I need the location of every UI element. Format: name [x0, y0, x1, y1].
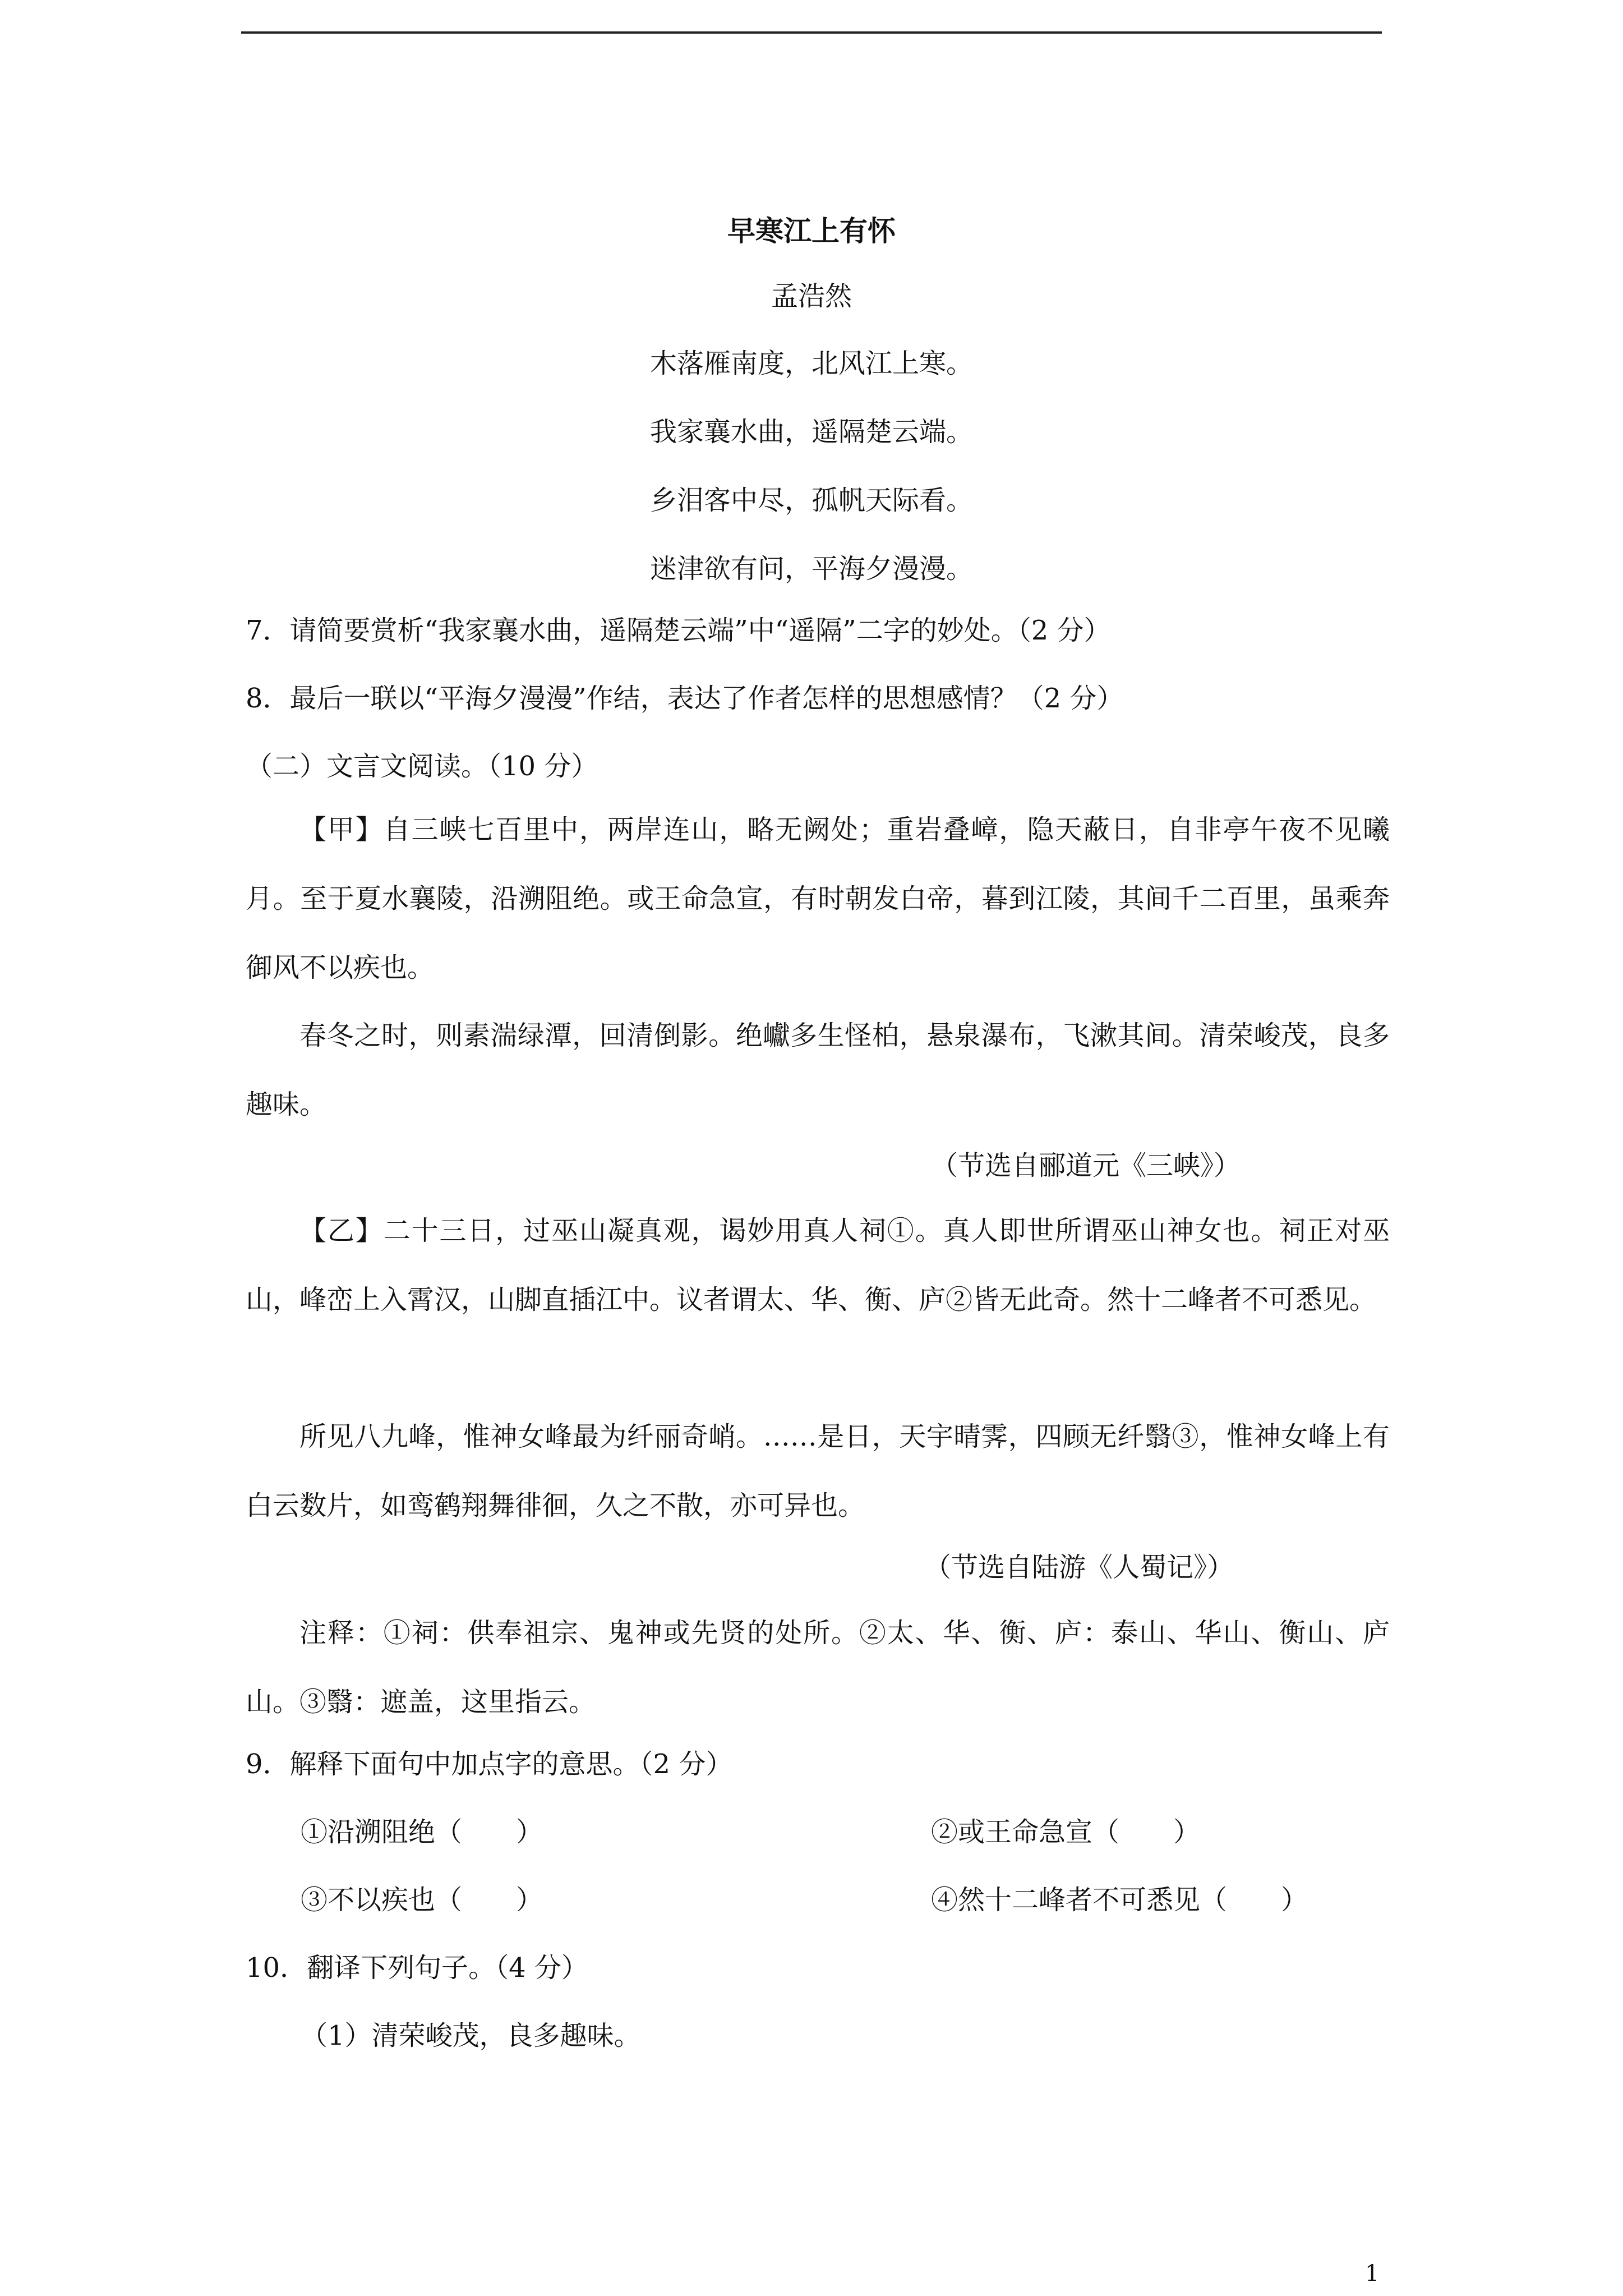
question-10: 10．翻译下列句子。（4 分）	[246, 1952, 588, 1984]
poem-line-2: 我家襄水曲，遥隔楚云端。	[649, 416, 973, 448]
poem-line-4: 迷津欲有问，平海夕漫漫。	[649, 553, 973, 585]
poem-line-1: 木落雁南度，北风江上寒。	[649, 348, 973, 379]
poem-title: 早寒江上有怀	[727, 214, 896, 247]
question-7: 7．请简要赏析“我家襄水曲，遥隔楚云端”中“遥隔”二字的妙处。（2 分）	[246, 615, 1111, 646]
q9-item-1: ①沿溯阻绝（ ）	[301, 1816, 543, 1848]
question-9: 9．解释下面句中加点字的意思。（2 分）	[246, 1749, 733, 1780]
passage-yi-source: （节选自陆游《人蜀记》）	[924, 1552, 1234, 1583]
question-8: 8．最后一联以“平海夕漫漫”作结，表达了作者怎样的思想感情？（2 分）	[246, 683, 1124, 714]
passage-jia-p2: 春冬之时，则素湍绿潭，回清倒影。绝巘多生怪柏，悬泉瀑布，飞漱其间。清荣峻茂，良多趣味。	[246, 1020, 1390, 1120]
q9-item-3: ③不以疾也（ ）	[301, 1884, 543, 1916]
section-2-heading: （二）文言文阅读。（10 分）	[246, 751, 598, 782]
poem-author: 孟浩然	[771, 280, 852, 312]
passage-jia-source: （节选自郦道元《三峡》）	[931, 1150, 1241, 1181]
poem-line-3: 乡泪客中尽，孤帆天际看。	[649, 485, 973, 516]
q10-item-1: （1）清荣峻茂，良多趣味。	[301, 2020, 641, 2051]
page-number: 1	[1365, 2261, 1380, 2286]
passage-yi-p1: 【乙】二十三日，过巫山凝真观，谒妙用真人祠①。真人即世所谓巫山神女也。祠正对巫山，峰峦上入霄汉，山脚直插江中。议者谓太、华、衡、庐②皆无此奇。然十二峰者不可悉见。	[246, 1215, 1390, 1315]
passage-jia-p1: 【甲】自三峡七百里中，两岸连山，略无阙处；重岩叠嶂，隐天蔽日，自非亭午夜不见曦月。至于夏水襄陵，沿溯阻绝。或王命急宣，有时朝发白帝，暮到江陵，其间千二百里，虽乘奔御风不以疾也。	[246, 814, 1390, 983]
header-rule	[241, 31, 1382, 34]
q9-item-4: ④然十二峰者不可悉见（ ）	[931, 1884, 1308, 1916]
passage-yi-p2: 所见八九峰，惟神女峰最为纤丽奇峭。……是日，天宇晴霁，四顾无纤翳③，惟神女峰上有白云数片，如鸾鹤翔舞徘徊，久之不散，亦可异也。	[246, 1421, 1390, 1521]
q9-item-2: ②或王命急宣（ ）	[931, 1816, 1201, 1848]
annotation-notes: 注释：①祠：供奉祖宗、鬼神或先贤的处所。②太、华、衡、庐：泰山、华山、衡山、庐山。③翳：遮盖，这里指云。	[246, 1617, 1390, 1718]
